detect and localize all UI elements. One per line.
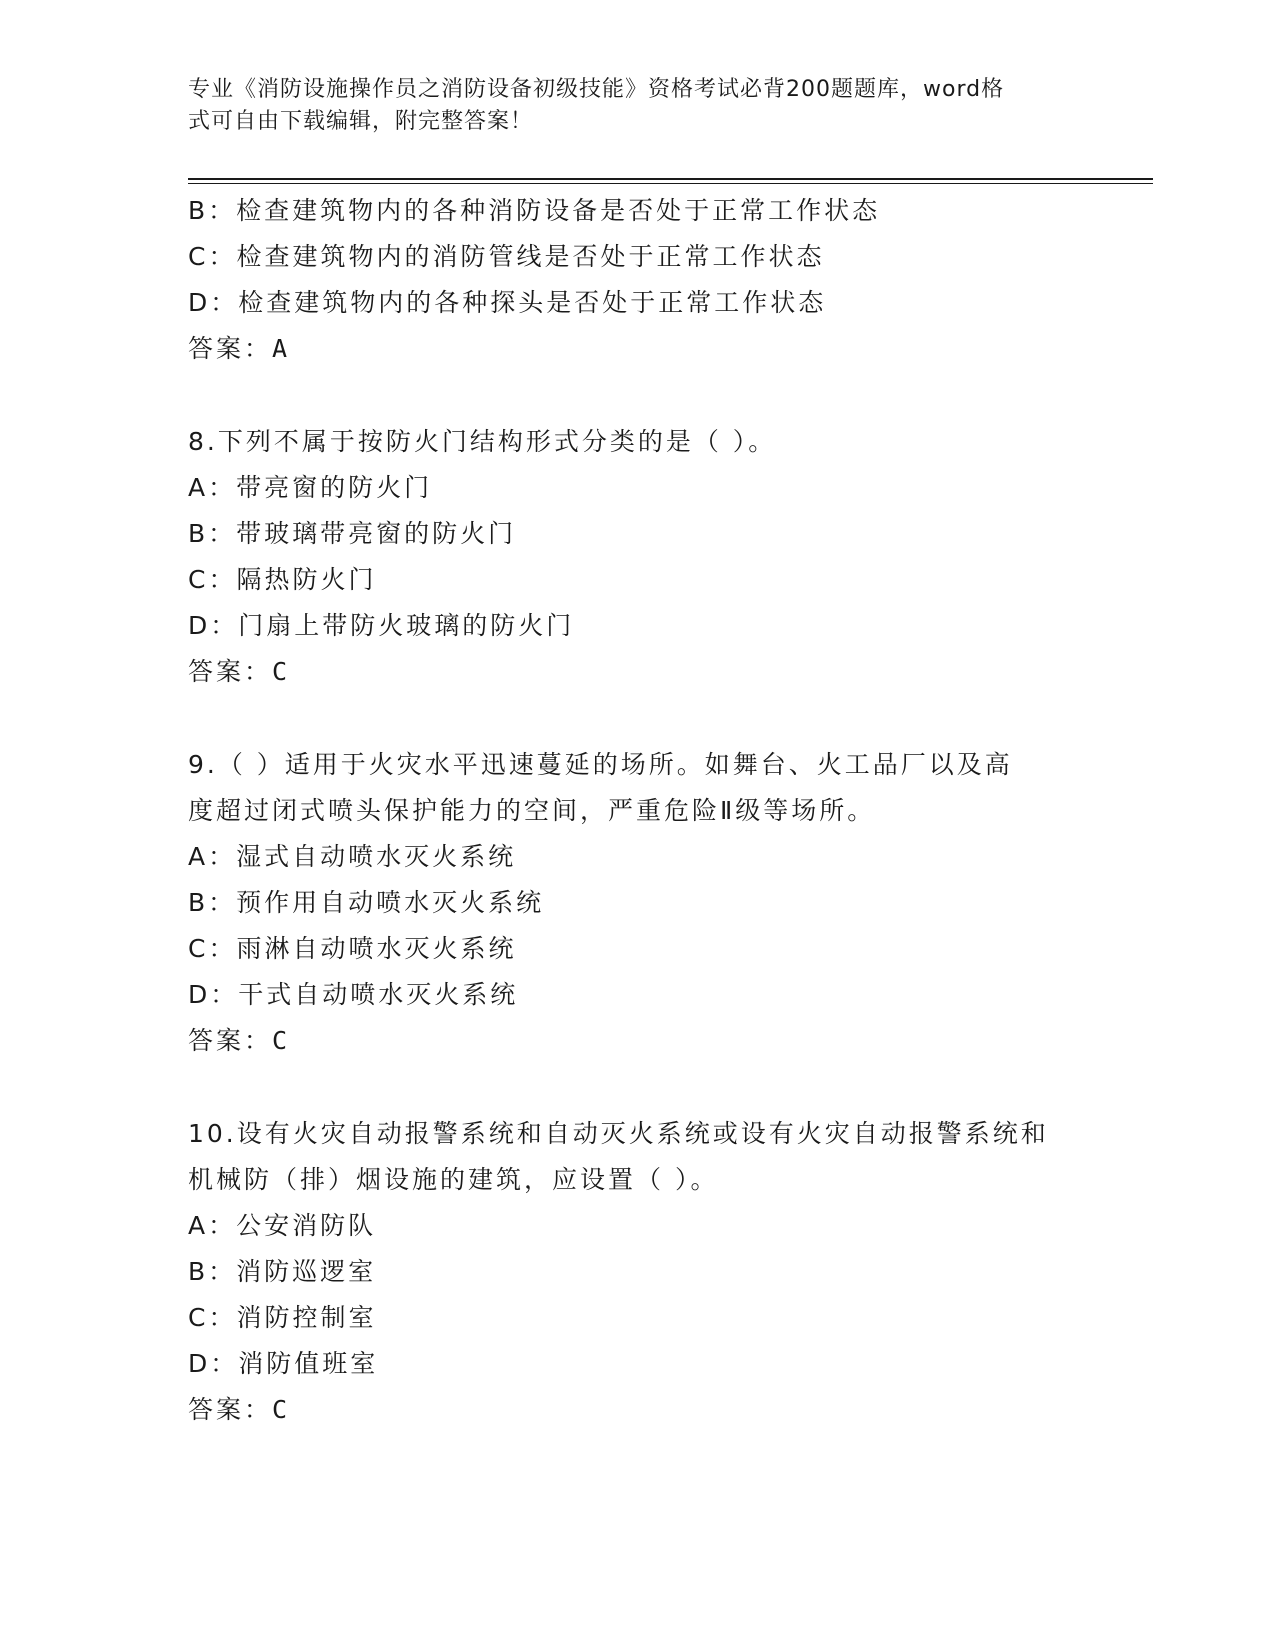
option-c: C：雨淋自动喷水灭火系统 xyxy=(188,934,517,963)
answer-label: 答案： xyxy=(188,334,273,363)
option-b: B：检查建筑物内的各种消防设备是否处于正常工作状态 xyxy=(188,196,881,225)
document-header xyxy=(188,74,1088,138)
answer-key: C xyxy=(272,1026,291,1055)
option-a: A：公安消防队 xyxy=(188,1211,377,1240)
option-b: B：消防巡逻室 xyxy=(188,1257,377,1286)
question-8 xyxy=(188,419,1088,695)
option-d: D：检查建筑物内的各种探头是否处于正常工作状态 xyxy=(188,288,827,317)
question-9 xyxy=(188,742,1088,1064)
header-rule-thick xyxy=(188,178,1153,180)
option-d: D：消防值班室 xyxy=(188,1349,379,1378)
option-b: B：预作用自动喷水灭火系统 xyxy=(188,888,545,917)
answer-line xyxy=(188,326,1088,372)
answer-line xyxy=(188,1387,1088,1433)
question-10 xyxy=(188,1111,1088,1433)
option-a: A：湿式自动喷水灭火系统 xyxy=(188,842,517,871)
answer-key: C xyxy=(272,657,291,686)
question-stem-line-2: 机械防（排）烟设施的建筑，应设置（ ）。 xyxy=(188,1165,719,1194)
option-c: C：隔热防火门 xyxy=(188,565,377,594)
option-c: C：检查建筑物内的消防管线是否处于正常工作状态 xyxy=(188,242,825,271)
option-b: B：带玻璃带亮窗的防火门 xyxy=(188,519,517,548)
answer-line xyxy=(188,1018,1088,1064)
answer-line xyxy=(188,649,1088,695)
option-d: D：门扇上带防火玻璃的防火门 xyxy=(188,611,575,640)
option-d: D：干式自动喷水灭火系统 xyxy=(188,980,519,1009)
option-a: A：带亮窗的防火门 xyxy=(188,473,433,502)
question-7-continued xyxy=(188,188,1088,372)
question-stem-line-1: 10.设有火灾自动报警系统和自动灭火系统或设有火灾自动报警系统和 xyxy=(188,1119,1049,1148)
answer-key: C xyxy=(272,1395,291,1424)
question-stem-line-2: 度超过闭式喷头保护能力的空间，严重危险Ⅱ级等场所。 xyxy=(188,796,876,825)
answer-label: 答案： xyxy=(188,1395,273,1424)
header-rule-thin xyxy=(188,183,1153,184)
answer-label: 答案： xyxy=(188,1026,273,1055)
header-line-2: 式可自由下载编辑，附完整答案！ xyxy=(188,109,534,134)
answer-key: A xyxy=(272,334,291,363)
question-list xyxy=(188,188,1088,1433)
header-line-1: 专业《消防设施操作员之消防设备初级技能》资格考试必背200题题库，word格 xyxy=(188,77,1005,102)
option-c: C：消防控制室 xyxy=(188,1303,377,1332)
question-stem-line-1: 9.（ ）适用于火灾水平迅速蔓延的场所。如舞台、火工品厂以及高 xyxy=(188,750,1013,779)
answer-label: 答案： xyxy=(188,657,273,686)
question-stem: 8.下列不属于按防火门结构形式分类的是（ ）。 xyxy=(188,427,777,456)
